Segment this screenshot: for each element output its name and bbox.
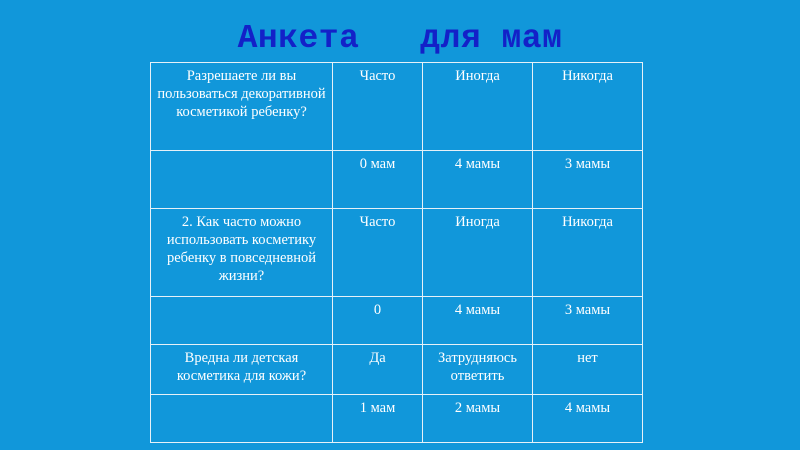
answer-cell: Часто (333, 63, 423, 151)
answer-cell: нет (533, 345, 643, 395)
table-row (151, 63, 643, 151)
table-row (151, 395, 643, 443)
count-cell: 0 мам (333, 151, 423, 209)
question-cell: Разрешаете ли вы пользоваться декоративной косметикой ребенку? (151, 63, 333, 151)
count-cell: 1 мам (333, 395, 423, 443)
table-row (151, 345, 643, 395)
empty-cell (151, 151, 333, 209)
count-cell: 4 мамы (423, 151, 533, 209)
answer-cell: Да (333, 345, 423, 395)
question-cell: 2. Как часто можно использовать косметику ребенку в повседневной жизни? (151, 209, 333, 297)
count-cell: 0 (333, 297, 423, 345)
answer-cell: Иногда (423, 209, 533, 297)
answer-cell: Затрудняюсь ответить (423, 345, 533, 395)
question-cell: Вредна ли детская косметика для кожи? (151, 345, 333, 395)
table-row (151, 151, 643, 209)
empty-cell (151, 297, 333, 345)
answer-cell: Никогда (533, 63, 643, 151)
count-cell: 3 мамы (533, 297, 643, 345)
table-row (151, 209, 643, 297)
count-cell: 4 мамы (533, 395, 643, 443)
empty-cell (151, 395, 333, 443)
survey-table (150, 62, 643, 443)
slide-title: Анкета для мам (237, 20, 563, 57)
answer-cell: Часто (333, 209, 423, 297)
answer-cell: Иногда (423, 63, 533, 151)
table-row (151, 297, 643, 345)
count-cell: 3 мамы (533, 151, 643, 209)
count-cell: 4 мамы (423, 297, 533, 345)
answer-cell: Никогда (533, 209, 643, 297)
count-cell: 2 мамы (423, 395, 533, 443)
